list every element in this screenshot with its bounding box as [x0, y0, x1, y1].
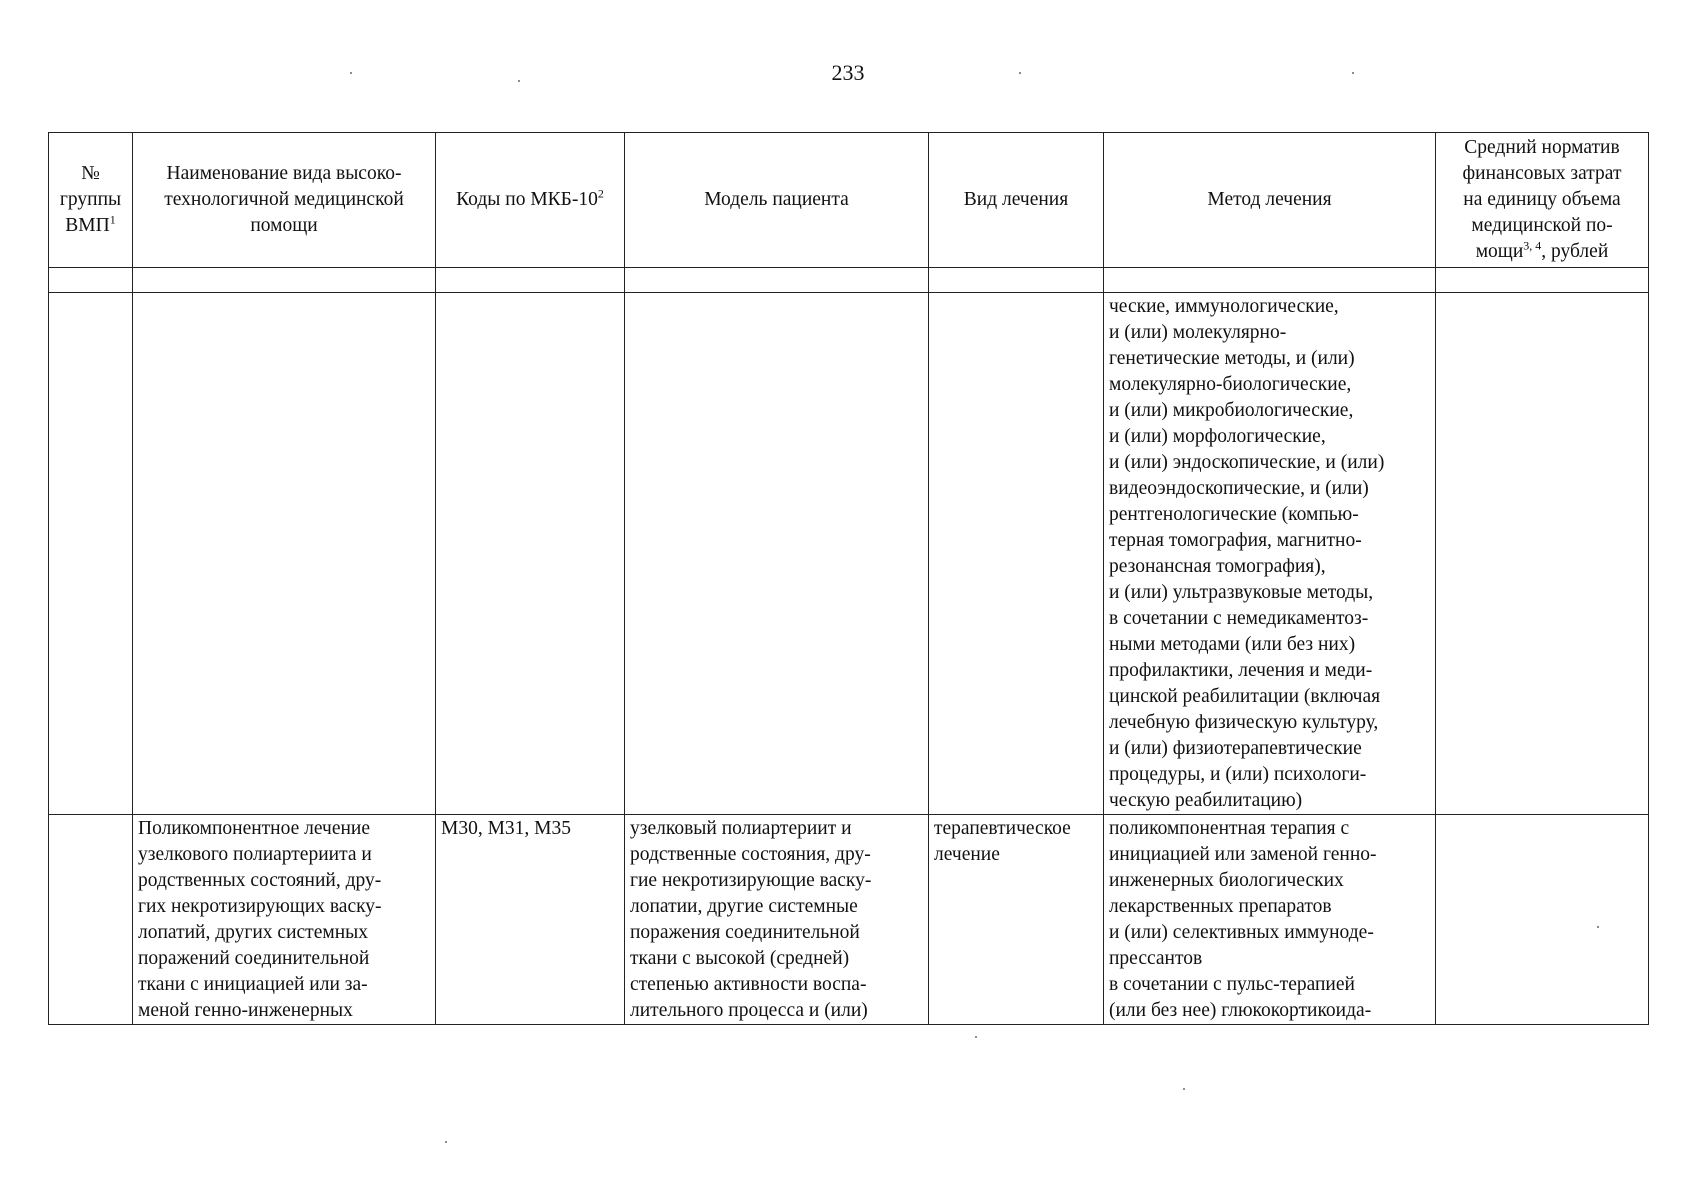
cell-cost-standard: [1436, 293, 1649, 815]
cell-group-no: [49, 293, 133, 815]
cell-treatment-type: [929, 293, 1104, 815]
cell-treatment-method: ческие, иммунологические, и (или) молекулярно- генетические методы, и (или) молекулярно-биологические, и (или) микробиологические, и (или) морфологические, и (или) эндоскопические, и (или) видеоэндоскопические, и (или) рентгенологические (компью- терная томография, магнитно- резонансная томография), и (или) ультразвуковые методы, в сочетании с немедикаментоз- ными методами (или без них) профилактики, лечения и меди- цинской реабилитации (включая лечебную физическую культуру, и (или) физиотерапевтические процедуры, и (или) психологи- ческую реабилитацию): [1104, 293, 1436, 815]
cell-name: Поликомпонентное лечение узелкового полиартериита и родственных состояний, дру- гих некротизирующих васку- лопатий, других системных поражений соединительной ткани с инициацией или за- меной генно-инженерных: [133, 815, 436, 1025]
cell-name: [133, 293, 436, 815]
header-name: Наименование вида высоко- технологичной медицинской помощи: [133, 133, 436, 268]
scan-speck: [1183, 1088, 1185, 1090]
header-spacer-row: [49, 268, 1649, 293]
cell-treatment-method: поликомпонентная терапия с инициацией или заменой генно- инженерных биологических лекарственных препаратов и (или) селективных иммуноде- прессантов в сочетании с пульс-терапией (или без нее) глюкокортикоида-: [1104, 815, 1436, 1025]
scan-speck: [1352, 72, 1354, 74]
cell-icd-codes: [436, 293, 625, 815]
scan-speck: [1597, 926, 1599, 928]
table-row: [49, 293, 1649, 815]
table-row: [49, 815, 1649, 1025]
cell-cost-standard: [1436, 815, 1649, 1025]
table-header-row: [49, 133, 1649, 268]
cell-treatment-type: терапевтическое лечение: [929, 815, 1104, 1025]
header-group-no: № группы ВМП$^1$: [49, 133, 133, 268]
cell-patient-model: [625, 293, 929, 815]
scan-speck: [1019, 72, 1021, 74]
page-number: 233: [831, 60, 865, 85]
scan-speck: [518, 80, 520, 82]
header-cost-standard: Средний норматив финансовых затрат на единицу объема медицинской по- мощи$^{3, 4}$, рублей: [1436, 133, 1649, 268]
header-icd-codes: Коды по МКБ-$10^2$: [436, 133, 625, 268]
scan-speck: [975, 1036, 977, 1038]
scan-speck: [445, 1141, 447, 1143]
header-patient-model: Модель пациента: [625, 133, 929, 268]
vmp-table: [48, 132, 1649, 1025]
cell-group-no: [49, 815, 133, 1025]
cell-icd-codes: M30, M31, M35: [436, 815, 625, 1025]
cell-patient-model: узелковый полиартериит и родственные состояния, дру- гие некротизирующие васку- лопатии, другие системные поражения соединительной ткани с высокой (средней) степенью активности воспа- лительного процесса и (или): [625, 815, 929, 1025]
scan-speck: [350, 72, 352, 74]
header-treatment-method: Метод лечения: [1104, 133, 1436, 268]
header-treatment-type: Вид лечения: [929, 133, 1104, 268]
